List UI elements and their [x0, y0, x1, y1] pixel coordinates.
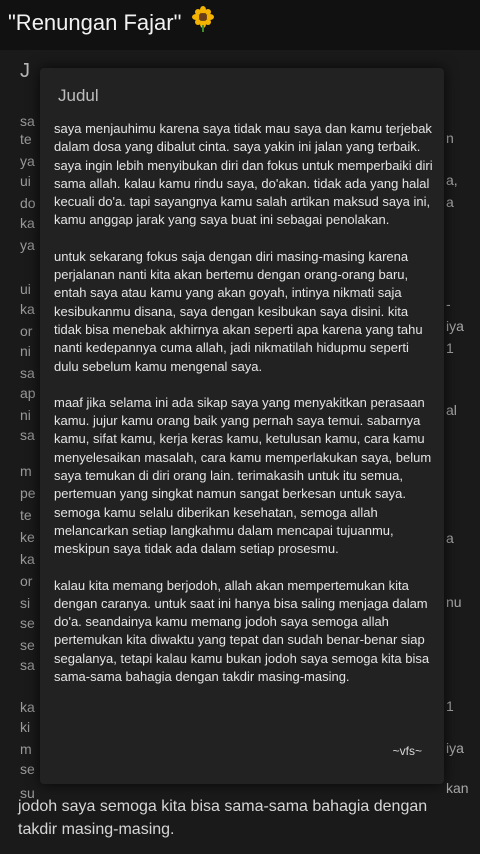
background-fragment: 1	[446, 698, 454, 714]
background-fragment: a	[446, 530, 454, 546]
background-fragment: pe	[20, 485, 36, 501]
note-body	[54, 120, 434, 704]
background-fragment: sa	[20, 657, 35, 673]
background-fragment: 1	[446, 340, 454, 356]
note-card[interactable]	[40, 68, 444, 784]
note-title: Judul	[58, 86, 99, 105]
sunflower-icon	[190, 6, 216, 42]
background-fragment: m	[20, 741, 32, 757]
background-fragment: te	[20, 507, 32, 523]
background-fragment: al	[446, 402, 457, 418]
background-fragment: te	[20, 131, 32, 147]
background-fragment: -	[446, 296, 451, 312]
background-fragment: kan	[446, 780, 469, 796]
background-initial: J	[20, 62, 30, 80]
background-bottom-line: takdir masing-masing.	[18, 821, 175, 838]
note-signature: ~vfs~	[392, 744, 422, 758]
background-fragment: ka	[20, 551, 35, 567]
background-fragment: or	[20, 323, 33, 339]
background-fragment: ni	[20, 407, 31, 423]
background-fragment: se	[20, 637, 35, 653]
post-title	[8, 6, 216, 40]
background-fragment: a,	[446, 172, 458, 188]
note-paragraph: kalau kita memang berjodoh, allah akan mempertemukan kita dengan caranya. untuk saat ini hanya bisa saling menjaga dalam do'a. seandainya kamu memang jodoh saya semoga allah pertemukan kita diwaktu yang tepat dan sudah benar-benar siap segalanya, tetapi kalau kamu bukan jodoh saya semoga kita bisa sama-sama bahagia dengan takdir masing-masing.	[54, 577, 430, 685]
background-fragment: ka	[20, 215, 35, 231]
background-fragment: nu	[446, 594, 462, 610]
background-fragment: a	[446, 194, 454, 210]
background-fragment: sa	[20, 427, 35, 443]
background-fragment: ni	[20, 343, 31, 359]
background-fragment: ui	[20, 173, 31, 189]
background-fragment: iya	[446, 740, 464, 756]
background-fragment: ap	[20, 385, 36, 401]
background-fragment: n	[446, 130, 454, 146]
note-paragraph: saya menjauhimu karena saya tidak mau saya dan kamu terjebak dalam dosa yang dibalut cinta. saya yakin ini jalan yang terbaik. saya ingin lebih menyibukan diri dan fokus untuk memperbaiki diri sama allah. kalau kamu rindu saya, do'akan. tidak ada yang halal kecuali do'a. tapi sayangnya kamu salah artikan maksud saya ini, kamu anggap jarak yang saya buat ini sebagai penolakan.	[54, 121, 433, 228]
background-fragment: or	[20, 573, 33, 589]
background-fragment: ki	[20, 719, 31, 735]
background-fragment: ka	[20, 301, 35, 317]
background-fragment: ui	[20, 281, 31, 297]
background-fragment: se	[20, 615, 35, 631]
note-paragraph: maaf jika selama ini ada sikap saya yang menyakitkan perasaan kamu. jujur kamu orang baik yang pernah saya temui. sabarnya kamu, sifat kamu, kerja keras kamu, ketulusan kamu, cara kamu menyelesaikan masalah, cara kamu memperlakukan saya, belum saya temukan di diri orang lain. terimakasih untuk itu semua, pertemuan yang singkat namun sangat berkesan untuk saya. semoga kamu selalu diberikan kesehatan, semoga allah melancarkan setiap langkahmu dalam mencapai tujuanmu, meskipun saya tidak ada dalam setiap prosesmu.	[54, 394, 432, 557]
background-fragment: ka	[20, 699, 35, 715]
background-fragment: ya	[20, 237, 35, 253]
background-fragment: ke	[20, 529, 35, 545]
background-bottom-text	[18, 795, 478, 841]
background-fragment: si	[20, 595, 31, 611]
background-fragment: se	[20, 761, 35, 777]
background-fragment: m	[20, 463, 32, 479]
background-fragment: iya	[446, 318, 464, 334]
background-fragment: do	[20, 195, 36, 211]
note-paragraph: untuk sekarang fokus saja dengan diri masing-masing karena perjalanan nanti kita akan bertemu dengan orang-orang baru, entah saya atau kamu yang akan goyah, intinya nikmati saja kesibukanmu disana, saya dengan kesibukan saya disini. kita tidak bisa menebak akhirnya akan seperti apa karena yang tahu nanti kedepannya cuma allah, jadi nikmatilah hidupmu seperti dulu sebelum kamu mengenal saya.	[54, 248, 423, 374]
background-fragment: sa	[20, 365, 35, 381]
post-title-text: "Renungan Fajar"	[8, 10, 182, 35]
background-fragment: su	[20, 785, 35, 801]
background-fragment: sa	[20, 113, 35, 129]
background-bottom-line: jodoh saya semoga kita bisa sama-sama bahagia dengan	[18, 798, 428, 815]
background-fragment: ya	[20, 153, 35, 169]
